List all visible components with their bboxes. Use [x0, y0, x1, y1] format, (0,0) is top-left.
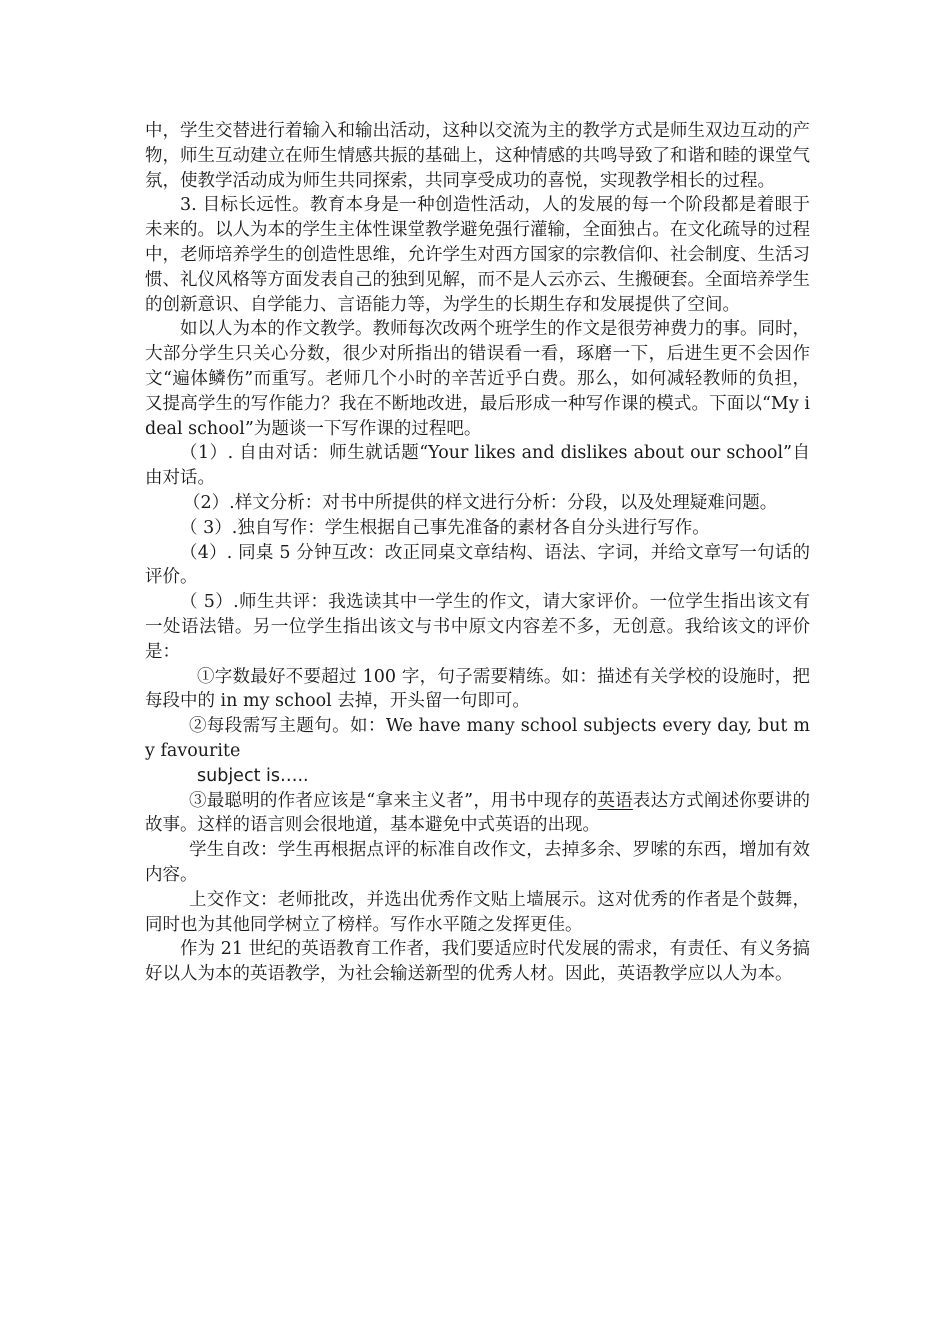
step-2-sample-analysis: （2）.样文分析：对书中所提供的样文进行分析：分段，以及处理疑难问题。	[183, 492, 778, 513]
document-body	[145, 119, 810, 987]
comment-2-continuation: subject is…..	[197, 765, 309, 786]
step-1-free-dialogue: （1）. 自由对话：师生就话题“Your likes and dislikes about our school”自由对话。	[145, 443, 810, 489]
paragraph-student-self-correction: 学生自改：学生再根据点评的标准自改作文，去掉多余、罗嗦的东西，增加有效内容。	[145, 840, 810, 885]
paragraph-conclusion: 作为 21 世纪的英语教育工作者，我们要适应时代发展的需求，有责任、有义务搞好以人为本的英语教学，为社会输送新型的优秀人材。因此，英语教学应以人为本。	[145, 939, 810, 985]
comment-3-borrowing	[145, 789, 810, 839]
comment-3-text-a: ③最聪明的作者应该是“拿来主义者”，用书中现存的	[189, 790, 598, 811]
paragraph-writing-teaching: 如以人为本的作文教学。教师每次改两个班学生的作文是很劳神费力的事。同时，大部分学生只关心分数，很少对所指出的错误看一看，琢磨一下，后进生更不会因作文“遍体鳞伤”而重写。老师几个小时的辛苦近乎白费。那么，如何减轻教师的负担，又提高学生的写作能力？我在不断地改进，最后形成一种写作课的模式。下面以“My ideal school”为题谈一下写作课的过程吧。	[145, 319, 810, 439]
paragraph-goal-long-term: 3. 目标长远性。教育本身是一种创造性活动，人的发展的每一个阶段都是着眼于未来的。以人为本的学生主体性课堂教学避免强行灌输，全面独占。在文化疏导的过程中，老师培养学生的创造性思维，允许学生对西方国家的宗教信仰、社会制度、生活习惯、礼仪风格等方面发表自己的独到见解，而不是人云亦云、生搬硬套。全面培养学生的创新意识、自学能力、言语能力等，为学生的长期生存和发展提供了空间。	[145, 195, 810, 315]
step-5-joint-evaluation: （ 5）.师生共评：我选读其中一学生的作文，请大家评价。一位学生指出该文有一处语法错。另一位学生指出该文与书中原文内容差不多，无创意。我给该文的评价是：	[145, 592, 810, 662]
paragraph-submit-essay: 上交作文：老师批改，并选出优秀作文贴上墙展示。这对优秀的作者是个鼓舞，同时也为其他同学树立了榜样。写作水平随之发挥更佳。	[145, 889, 810, 935]
step-3-independent-writing: （ 3）.独自写作：学生根据自己事先准备的素材各自分头进行写作。	[180, 517, 710, 538]
step-4-peer-correction: （4）. 同桌 5 分钟互改：改正同桌文章结构、语法、字词，并给文章写一句话的评价。	[145, 542, 810, 588]
comment-1-word-count: ①字数最好不要超过 100 字，句子需要精练。如：描述有关学校的设施时，把每段中的 in my school 去掉，开头留一句即可。	[145, 666, 810, 712]
english-link[interactable]: 英语	[597, 790, 633, 811]
paragraph-continuation: 中，学生交替进行着输入和输出活动，这种以交流为主的教学方式是师生双边互动的产物，师生互动建立在师生情感共振的基础上，这种情感的共鸣导致了和谐和睦的课堂气氛，使教学活动成为师生共同探索，共同享受成功的喜悦，实现教学相长的过程。	[145, 121, 810, 191]
comment-2-topic-sentence: ②每段需写主题句。如：We have many school subjects every day, but my favourite	[145, 716, 810, 761]
comment-3-text-b: 表达方式阐述你要讲的故事。这样的语言则会很地道，基本避免中式英语的出现。	[145, 790, 811, 836]
